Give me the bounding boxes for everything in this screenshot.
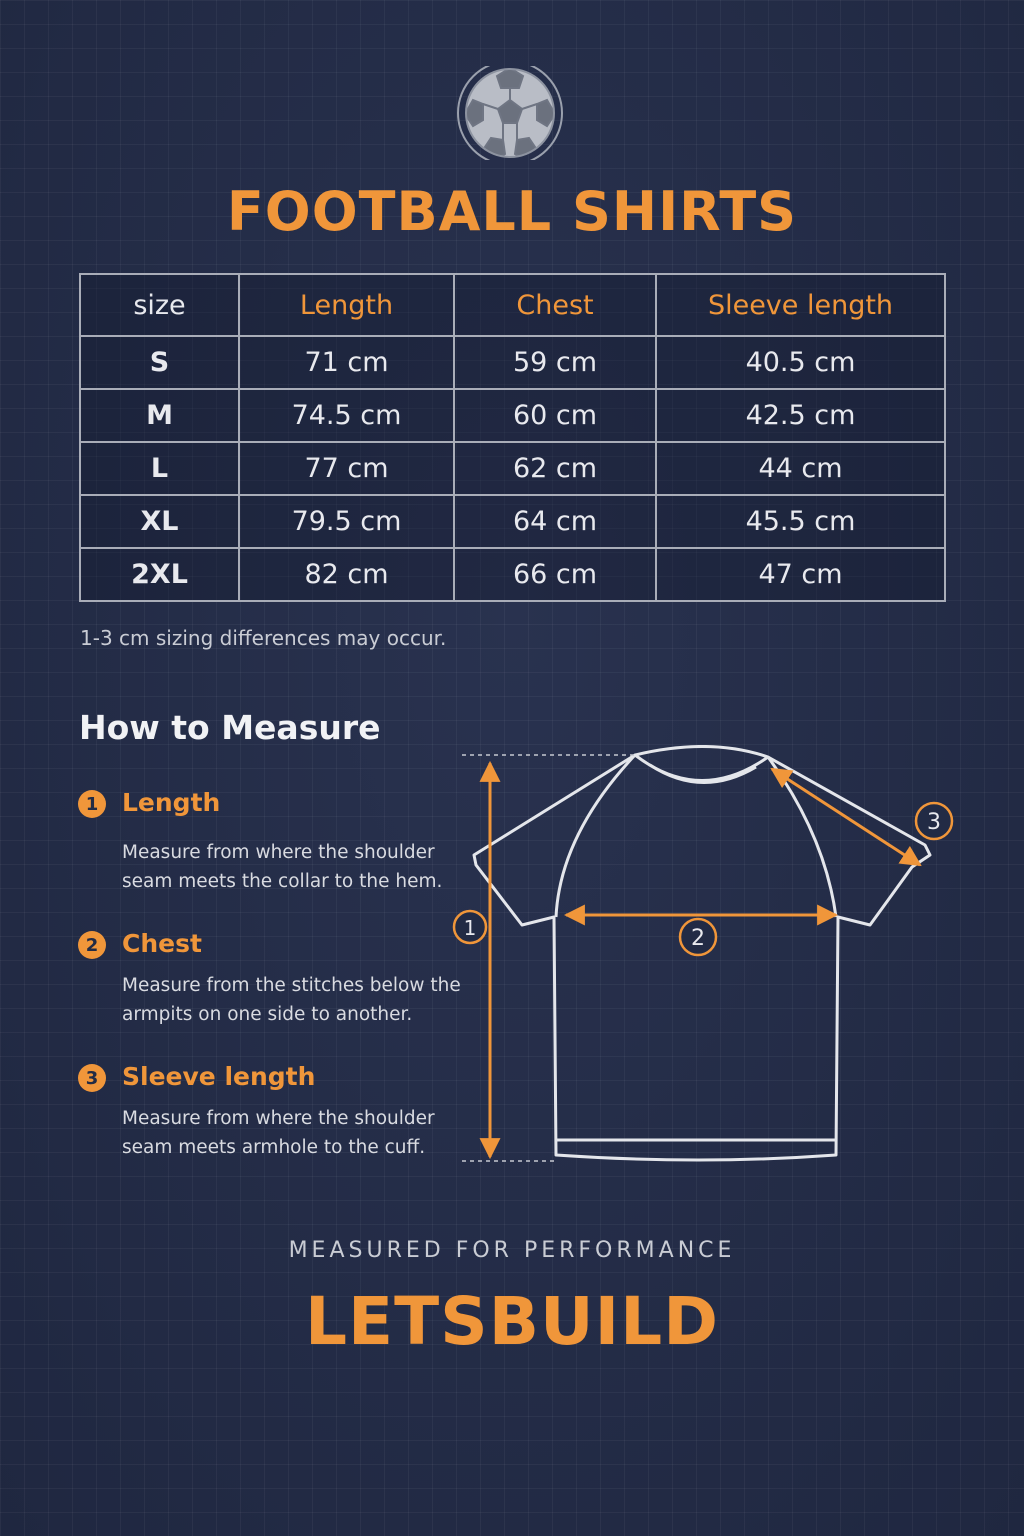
- marker-1: [454, 911, 486, 943]
- marker-1-label: 1: [463, 916, 477, 940]
- length-cell: 74.5 cm: [239, 389, 454, 442]
- size-cell: S: [80, 336, 239, 389]
- step-2-line-2: armpits on one side to another.: [122, 1004, 413, 1025]
- step-3-line-1: Measure from where the shoulder: [122, 1108, 435, 1129]
- chest-cell: 59 cm: [454, 336, 656, 389]
- soccer-ball-icon: [455, 66, 565, 160]
- step-3-title: Sleeve length: [122, 1062, 316, 1091]
- sleeve-cell: 42.5 cm: [656, 389, 945, 442]
- step-1-title: Length: [122, 788, 221, 817]
- chest-cell: 62 cm: [454, 442, 656, 495]
- table-row: [80, 442, 945, 495]
- sleeve-cell: 45.5 cm: [656, 495, 945, 548]
- step-2-badge: 2: [78, 931, 106, 959]
- marker-3: [916, 803, 952, 839]
- length-cell: 77 cm: [239, 442, 454, 495]
- size-cell: XL: [80, 495, 239, 548]
- sizing-note: 1-3 cm sizing differences may occur.: [80, 626, 447, 650]
- tagline: MEASURED FOR PERFORMANCE: [288, 1238, 736, 1263]
- length-cell: 82 cm: [239, 548, 454, 601]
- chest-cell: 64 cm: [454, 495, 656, 548]
- table-row: [80, 548, 945, 601]
- sleeve-arrow: [772, 769, 920, 865]
- chest-cell: 66 cm: [454, 548, 656, 601]
- length-cell: 71 cm: [239, 336, 454, 389]
- step-2-title: Chest: [122, 929, 202, 958]
- size-cell: L: [80, 442, 239, 495]
- guide-lines: [462, 755, 635, 1161]
- table-row: [80, 495, 945, 548]
- marker-2-label: 2: [691, 926, 705, 951]
- step-1-description: [122, 838, 482, 896]
- step-1-line-2: seam meets the collar to the hem.: [122, 871, 443, 892]
- step-3-badge: 3: [78, 1064, 106, 1092]
- sleeve-cell: 40.5 cm: [656, 336, 945, 389]
- size-cell: 2XL: [80, 548, 239, 601]
- column-header-length: Length: [239, 274, 454, 336]
- column-header-size: size: [80, 274, 239, 336]
- size-cell: M: [80, 389, 239, 442]
- chest-cell: 60 cm: [454, 389, 656, 442]
- column-header-chest: Chest: [454, 274, 656, 336]
- brand-name: LETSBUILD: [305, 1283, 719, 1360]
- step-3-line-2: seam meets armhole to the cuff.: [122, 1137, 426, 1158]
- marker-2: [680, 919, 716, 955]
- table-row: [80, 336, 945, 389]
- step-2-description: [122, 971, 482, 1029]
- step-3-description: [122, 1104, 482, 1162]
- size-chart-table: [79, 273, 946, 602]
- table-row: [80, 389, 945, 442]
- column-header-sleeve-length: Sleeve length: [656, 274, 945, 336]
- t-shirt-outline-icon: [450, 745, 970, 1175]
- step-1-line-1: Measure from where the shoulder: [122, 842, 435, 863]
- how-to-measure-heading: How to Measure: [79, 708, 381, 747]
- sleeve-cell: 44 cm: [656, 442, 945, 495]
- marker-3-label: 3: [927, 810, 941, 835]
- page-title: FOOTBALL SHIRTS: [226, 180, 798, 243]
- table-header-row: [80, 274, 945, 336]
- step-1-badge: 1: [78, 790, 106, 818]
- step-2-line-1: Measure from the stitches below the: [122, 975, 461, 996]
- sleeve-cell: 47 cm: [656, 548, 945, 601]
- length-cell: 79.5 cm: [239, 495, 454, 548]
